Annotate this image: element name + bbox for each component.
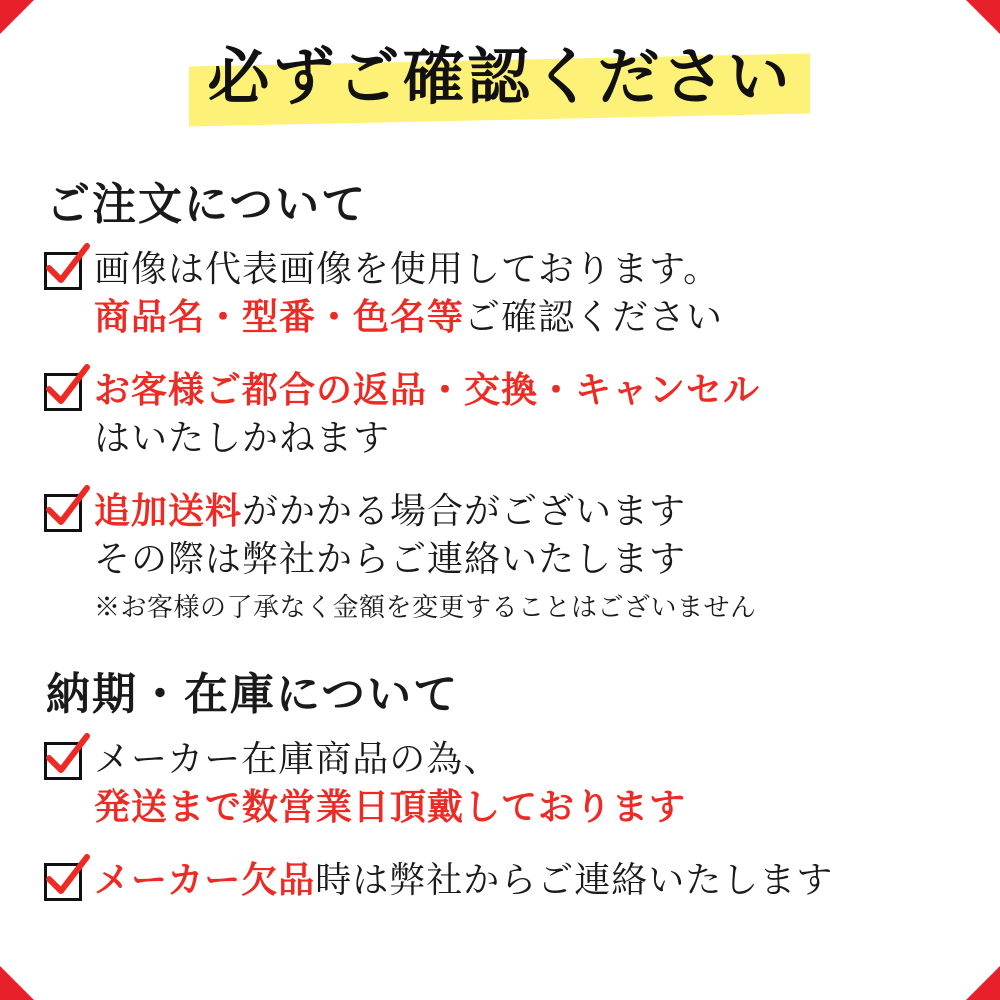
checkbox-checked-icon bbox=[44, 252, 82, 290]
list-item-line: 発送まで数営業日頂戴しております bbox=[94, 785, 687, 828]
list-item-line: お客様ご都合の返品・交換・キャンセル bbox=[94, 369, 761, 412]
normal-text: がかかる場合がございます bbox=[242, 491, 687, 533]
list-item-lines bbox=[94, 246, 964, 341]
normal-text: 時は弊社からご連絡いたします bbox=[315, 860, 834, 902]
list-item-lines bbox=[94, 736, 964, 831]
list-item-line: 画像は代表画像を使用しております。 bbox=[94, 249, 721, 290]
checkbox-checked-icon bbox=[44, 373, 82, 411]
emphasis-text: 商品名・型番・色名等 bbox=[94, 295, 465, 338]
list-item-lines bbox=[94, 488, 964, 624]
list-item-line: その際は弊社からご連絡いたします bbox=[94, 538, 687, 580]
list-item-lines bbox=[94, 367, 964, 462]
list-item-line: はいたしかねます bbox=[94, 417, 391, 459]
checkbox-checked-icon bbox=[44, 742, 82, 780]
corner-accent-bottom-right bbox=[966, 966, 1000, 1000]
corner-accent-bottom-left bbox=[0, 966, 34, 1000]
list-item-line bbox=[94, 857, 964, 905]
corner-accent-top-left bbox=[0, 0, 34, 34]
corner-accent-top-right bbox=[966, 0, 1000, 34]
emphasis-text: メーカー欠品 bbox=[94, 859, 316, 902]
list-item-note: ※お客様の了承なく金額を変更することはございません bbox=[94, 593, 757, 624]
section-heading-delivery: 納期・在庫について bbox=[46, 669, 460, 721]
list-item-lines bbox=[94, 857, 964, 905]
emphasis-text: 追加送料 bbox=[94, 490, 243, 533]
list-item bbox=[44, 367, 964, 462]
list-item bbox=[44, 857, 964, 905]
list-item-line bbox=[94, 294, 964, 342]
checkbox-checked-icon bbox=[44, 863, 82, 901]
page-title-wrap bbox=[0, 38, 1000, 119]
list-item bbox=[44, 488, 964, 624]
page-title-text: 必ずご確認ください bbox=[207, 40, 793, 113]
checkbox-checked-icon bbox=[44, 494, 82, 532]
page-title bbox=[189, 38, 810, 119]
normal-text: ご確認ください bbox=[464, 296, 724, 338]
list-item bbox=[44, 246, 964, 341]
section-heading-order: ご注文について bbox=[46, 179, 368, 230]
list-item-line: メーカー在庫商品の為、 bbox=[94, 739, 501, 781]
list-item bbox=[44, 736, 964, 831]
notice-content bbox=[44, 168, 964, 905]
list-item-line bbox=[94, 488, 964, 536]
